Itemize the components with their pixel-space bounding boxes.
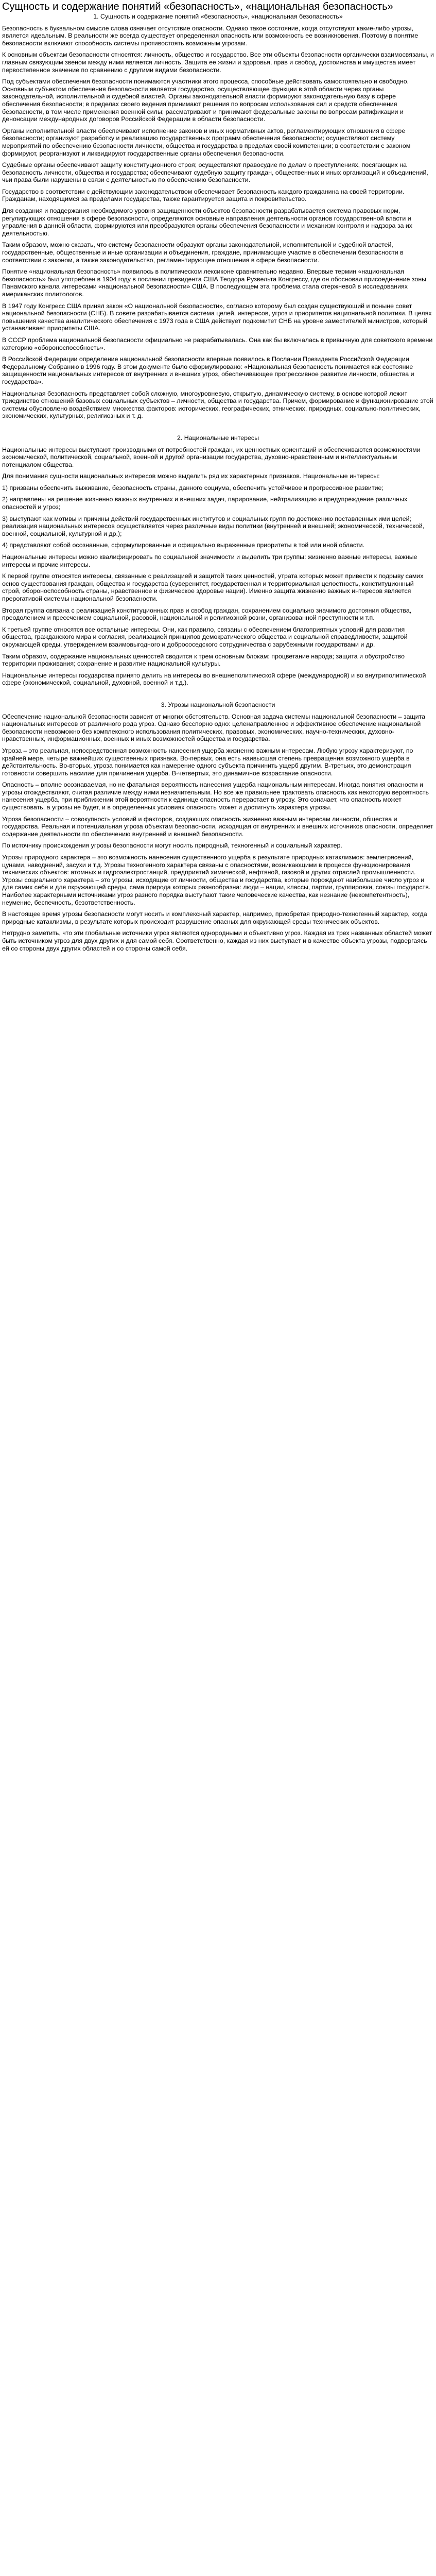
- paragraph: Национальные интересы можно квалифицировать по социальной значимости и выделить три группы: жизненно важные интересы, важные интересы и прочие интересы.: [2, 553, 417, 568]
- document: [0, 0, 436, 959]
- paragraph: Угроза – это реальная, непосредственная возможность нанесения ущерба жизненно важным интересам. Любую угрозу характеризуют, по крайней мере, четыре важнейших существенных признака. Во-первых, она есть наивысшая степень превращения возможного ущерба в действительность. Во-вторых, угроза понимается как намерение одного субъекта причинить ущерб другим. В-третьих, это демонстрация готовности совершить насилие для причинения ущерба. В-четвертых, это динамичное возрастание опасности.: [2, 747, 413, 777]
- paragraph: Государство в соответствии с действующим законодательством обеспечивает безопасность каждого гражданина на своей территории. Гражданам, находящимся за пределами государства, также гарантируется защита и покровительство.: [2, 188, 405, 203]
- paragraph: В Российской Федерации определение национальной безопасности впервые появилось в Послании Президента Российской Федерации Федеральному Собранию в 1996 году. В этом документе было сформулировано: «Национальная безопасность понимается как состояние защищенности национальных интересов от внутренних и внешних угроз, обеспечивающее прогрессивное развитие личности, общества и государства».: [2, 355, 414, 385]
- paragraph: В СССР проблема национальной безопасности официально не разрабатывалась. Она как бы включалась в привычную для советского времени категорию «обороноспособность».: [2, 336, 433, 351]
- list-item: 3) выступают как мотивы и причины действий государственных институтов и социальных групп по достижению поставленных ими целей; реализация национальных интересов осуществляется через различные виды политики (внутренней и внешней; экономической, технической, военной, социальной, культурной и др.);: [2, 515, 425, 537]
- paragraph: В 1947 году Конгресс США принял закон «О национальной безопасности», согласно которому был создан существующий и поныне совет национальной безопасности (СНБ). В совете разрабатывается система целей, интересов, угроз и приоритетов национальной политики. В целях повышения качества аналитического обеспечения с 1973 года в США действует подкомитет СНБ на уровне заместителей министров, который устанавливает приоритеты США.: [2, 302, 432, 332]
- paragraph: По источнику происхождения угрозы безопасности могут носить природный, техногенный и социальный характер.: [2, 842, 342, 850]
- paragraph: Обеспечение национальной безопасности зависит от многих обстоятельств. Основная задача системы национальной безопасности – защита национальных интересов от различного рода угроз. Однако бесспорно одно: целенаправленное и эффективное обеспечение национальной безопасности невозможно без комплексного использования политических, правовых, экономических, научно-технических, духовно-нравственных, информационных, военных и иных возможностей общества и государства.: [2, 713, 426, 743]
- list-item: 2) направлены на решение жизненно важных внутренних и внешних задач, парирование, нейтрализацию и предупреждение различных опасностей и угроз;: [2, 496, 408, 511]
- paragraph: Опасность – вполне осознаваемая, но не фатальная вероятность нанесения ущерба национальным интересам. Иногда понятия опасности и угрозы отождествляют, считая различие между ними незначительным. Но все же правильнее трактовать опасность как некоторую вероятность нанесения ущерба, при приближении этой вероятности к единице опасность перерастает в угрозу. Это означает, что опасность может существовать, а угрозы не будет, и в определенных условиях опасность может и достигнуть характера угрозы.: [2, 781, 429, 811]
- paragraph: Национальные интересы государства принято делить на интересы во внешнеполитической сфере (международной) и во внутриполитической сфере (экономической, социальной, духовной, военной и т.д.).: [2, 671, 426, 687]
- paragraph: К основным объектам безопасности относятся: личность, общество и государство. Все эти объекты безопасности органически взаимосвязаны, и главным связующим звеном между ними является личность. Защита ее жизни и здоровья, прав и свобод, достоинства и имущества имеет первостепенное значение по сравнению с другими видами безопасности.: [2, 51, 434, 74]
- section-heading: 2. Национальные интересы: [177, 434, 259, 442]
- paragraph: Понятие «национальная безопасность» появилось в политическом лексиконе сравнительно недавно. Впервые термин «национальная безопасность» был употреблен в 1904 году в послании президента США Теодора Рузвельта Конгрессу, где он обосновал присоединение зоны Панамского канала интересами «национальной безопасности» США. В последующем эта проблема стала стержневой в исследованиях американских политологов.: [2, 268, 427, 298]
- paragraph: Таким образом, можно сказать, что систему безопасности образуют органы законодательной, исполнительной и судебной властей, государственные, общественные и иные организации и объединения, граждане, принимающие участие в обеспечении безопасности в соответствии с законом, а также законодательство, регламентирующее отношения в сфере безопасности.: [2, 241, 404, 264]
- list-item: 1) призваны обеспечить выживание, безопасность страны, данного социума, обеспечить устойчивое и прогрессивное развитие;: [2, 484, 383, 492]
- paragraph: К третьей группе относятся все остальные интересы. Они, как правило, связаны с обеспечением благоприятных условий для развития общества, гражданского мира и согласия, реализацией принципов демократического общества и социальной справедливости, защитой окружающей среды, утверждением взаимовыгодного и добрососедского сотрудничества с зарубежными государствами и др.: [2, 625, 408, 648]
- paragraph: Национальная безопасность представляет собой сложную, многоуровневую, открытую, динамическую систему, в основе которой лежит триединство отношений базовых социальных субъектов – личности, общества и государства. Причем, формирование и функционирование этой системы обусловлено воздействием множества факторов: исторических, географических, этнических, природных, социально-политических, экономических, культурных, религиозных и т. д.: [2, 389, 433, 420]
- paragraph: Таким образом, содержание национальных ценностей сводится к трем основным блокам: процветание народа; защита и обустройство территории проживания; сохранение и развитие национальной культуры.: [2, 652, 405, 668]
- paragraph: В настоящее время угрозы безопасности могут носить и комплексный характер, например, приобретая природно-техногенный характер, когда природные катаклизмы, в результате которых происходит разрушение опасных для окружающей среды технических объектов.: [2, 910, 427, 925]
- paragraph: Вторая группа связана с реализацией конституционных прав и свобод граждан, сохранением социально значимого достояния общества, преодолением и пресечением социальной, расовой, национальной и религиозной розни, организованной преступности и т.п.: [2, 606, 412, 622]
- section-heading: 3. Угрозы национальной безопасности: [161, 701, 275, 708]
- paragraph: Для понимания сущности национальных интересов можно выделить ряд их характерных признаков. Национальные интересы:: [2, 472, 380, 480]
- section-threats: [2, 701, 434, 952]
- list-item: 4) представляют собой осознанные, сформулированные и официально выраженные приоритеты в той или иной области.: [2, 541, 365, 549]
- paragraph: К первой группе относятся интересы, связанные с реализацией и защитой таких ценностей, утрата которых может привести к подрыву самих основ существования граждан, общества и государства (суверенитет, государственная и территориальная целостность, конституционный строй, обороноспособность страны, нравственное и физическое здоровье нации). Именно защита жизненно важных интересов является прерогативой системы национальной безопасности.: [2, 572, 424, 602]
- paragraph: Для создания и поддержания необходимого уровня защищенности объектов безопасности разрабатывается система правовых норм, регулирующих отношения в сфере безопасности, определяются основные направления деятельности органов государственной власти и управления в данной области, формируются или преобразуются органы обеспечения безопасности и механизм контроля и надзора за их деятельностью.: [2, 207, 412, 237]
- paragraph: Под субъектами обеспечения безопасности понимаются участники этого процесса, способные действовать самостоятельно и свободно. Основным субъектом обеспечения безопасности является государство, осуществляющее функции в этой области через органы законодательной, исполнительной и судебной властей. Органы законодательной власти формируют законодательную базу в сфере обеспечения безопасности; в пределах своего ведения принимают решения по вопросам использования сил и средств обеспечения безопасности, в том числе применения военной силы; рассматривают и принимают федеральные законы по вопросам ратификации и денонсации международных договоров Российской Федерации в области безопасности.: [2, 78, 409, 123]
- paragraph: Органы исполнительной власти обеспечивают исполнение законов и иных нормативных актов, регламентирующих отношения в сфере безопасности; организуют разработку и реализацию государственных программ обеспечения безопасности; осуществляют систему мероприятий по обеспечению безопасности личности, общества и государства в пределах своей компетенции; в соответствии с законом формируют, реорганизуют и ликвидируют государственные органы обеспечения безопасности.: [2, 127, 411, 157]
- paragraph: Угроза безопасности – совокупность условий и факторов, создающих опасность жизненно важным интересам личности, общества и государства. Реальная и потенциальная угроза объектам безопасности, исходящая от внутренних и внешних источников опасности, определяет содержание деятельности по обеспечению внутренней и внешней безопасности.: [2, 815, 433, 838]
- paragraph: Судебные органы обеспечивают защиту конституционного строя; осуществляют правосудие по делам о преступлениях, посягающих на безопасность личности, общества и государства; обеспечивают судебную защиту граждан, общественных и иных организаций и объединений, чьи права были нарушены в связи с деятельностью по обеспечению безопасности.: [2, 161, 428, 184]
- section-essence: [2, 13, 434, 420]
- paragraph: Национальные интересы выступают производными от потребностей граждан, их ценностных ориентаций и обеспечиваются возможностями экономической, политической, социальной, военной и другой организации государства, духовно-нравственным и интеллектуальным потенциалом общества.: [2, 446, 421, 468]
- section-heading: 1. Сущность и содержание понятий «безопасность», «национальная безопасность»: [93, 13, 343, 20]
- page-title: Сущность и содержание понятий «безопасность», «национальная безопасность»: [2, 1, 393, 12]
- section-national-interests: [2, 434, 434, 687]
- paragraph: Угрозы природного характера – это возможность нанесения существенного ущерба в результате природных катаклизмов: землетрясений, цунами, наводнений, засухи и т.д. Угрозы техногенного характера связаны с опасностями, возникающими в процессе функционирования технических объектов: атомных и гидроэлектростанций, предприятий химической, нефтяной, газовой и других отраслей промышленности. Угрозы социального характера – это угрозы, исходящие от личности, общества и государства, которые порождают наибольшее число угроз и для самих себя и для окружающей среды, сама природа которых разнообразна: люди – нации, классы, партии, группировки, союзы государств. Наиболее характерными источниками угроз разного порядка выступают такие человеческие качества, как незнание (некомпетентность), неумение, беспечность, безответственность.: [2, 854, 431, 906]
- paragraph: Безопасность в буквальном смысле слова означает отсутствие опасности. Однако такое состояние, когда отсутствуют какие-либо угрозы, является идеальным. В реальности же всегда существует определенная опасность или возможность ее возникновения. Поэтому в понятие безопасности включают способность системы противостоять возможным угрозам.: [2, 24, 418, 47]
- paragraph: Нетрудно заметить, что эти глобальные источники угроз являются однородными и объективно угроз. Каждая из трех названных областей может быть источником угроз для двух других и для самой себя. Соответственно, каждая из них выступает и в качестве объекта угрозы, подвергаясь ей со стороны двух других областей и со стороны самой себя.: [2, 929, 432, 952]
